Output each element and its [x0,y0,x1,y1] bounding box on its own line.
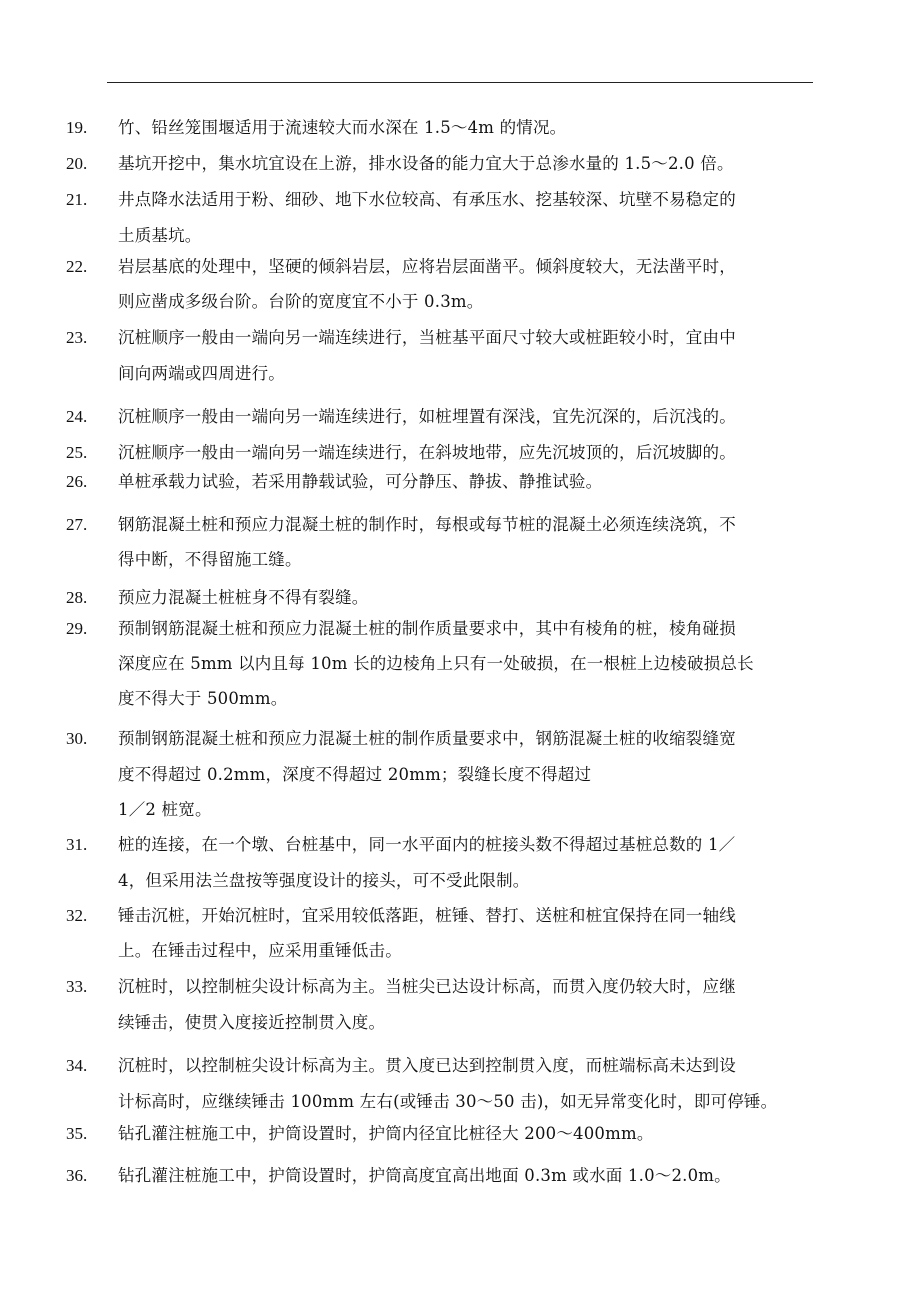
item-text-line: 1／2 桩宽。 [118,800,212,819]
item-text-line: 沉桩时，以控制桩尖设计标高为主。当桩尖已达设计标高，而贯入度仍较大时，应继 [118,977,736,996]
item-number: 22. [66,257,88,276]
item-number: 26. [66,472,88,491]
item-number: 27. [66,515,88,534]
item-number: 20. [66,154,88,173]
item-text-line: 预制钢筋混凝土桩和预应力混凝土桩的制作质量要求中，钢筋混凝土桩的收缩裂缝宽 [118,729,736,748]
item-text-line: 沉桩顺序一般由一端向另一端连续进行，当桩基平面尺寸较大或桩距较小时，宜由中 [118,328,736,347]
item-text-line: 度不得超过 0.2mm，深度不得超过 20mm；裂缝长度不得超过 [118,765,592,784]
item-number: 34. [66,1056,88,1075]
item-text-line: 预应力混凝土桩桩身不得有裂缝。 [118,588,369,607]
item-number: 25. [66,443,88,462]
item-number: 21. [66,190,88,209]
item-number: 29. [66,619,88,638]
item-number: 30. [66,729,88,748]
item-text-line: 计标高时，应继续锤击 100mm 左右(或锤击 30～50 击)，如无异常变化时，即可停锤。 [118,1092,778,1111]
item-text-line: 沉桩时，以控制桩尖设计标高为主。贯入度已达到控制贯入度，而桩端标高未达到设 [118,1056,736,1075]
item-text-line: 钢筋混凝土桩和预应力混凝土桩的制作时，每根或每节桩的混凝土必须连续浇筑，不 [118,515,736,534]
item-text-line: 沉桩顺序一般由一端向另一端连续进行，如桩埋置有深浅，宜先沉深的，后沉浅的。 [118,407,736,426]
item-text-line: 基坑开挖中，集水坑宜设在上游，排水设备的能力宜大于总渗水量的 1.5～2.0 倍。 [118,154,734,173]
item-number: 28. [66,588,88,607]
item-text-line: 钻孔灌注桩施工中，护筒设置时，护筒高度宜高出地面 0.3m 或水面 1.0～2.0m。 [118,1166,731,1185]
item-number: 23. [66,328,88,347]
item-text-line: 桩的连接，在一个墩、台桩基中，同一水平面内的桩接头数不得超过基桩总数的 1／ [118,835,736,854]
item-text-line: 上。在锤击过程中，应采用重锤低击。 [118,941,402,960]
item-number: 24. [66,407,88,426]
item-number: 33. [66,977,88,996]
item-text-line: 竹、铅丝笼围堰适用于流速较大而水深在 1.5～4m 的情况。 [118,118,567,137]
item-text-line: 预制钢筋混凝土桩和预应力混凝土桩的制作质量要求中，其中有棱角的桩，棱角碰损 [118,619,736,638]
header-rule [107,82,813,83]
item-number: 31. [66,835,88,854]
item-text-line: 岩层基底的处理中，坚硬的倾斜岩层，应将岩层面凿平。倾斜度较大，无法凿平时， [118,257,736,276]
item-text-line: 土质基坑。 [118,226,202,245]
item-text-line: 4，但采用法兰盘按等强度设计的接头，可不受此限制。 [118,871,530,890]
item-text-line: 度不得大于 500mm。 [118,689,288,708]
item-text-line: 钻孔灌注桩施工中，护筒设置时，护筒内径宜比桩径大 200～400mm。 [118,1124,654,1143]
item-text-line: 锤击沉桩，开始沉桩时，宜采用较低落距，桩锤、替打、送桩和桩宜保持在同一轴线 [118,906,736,925]
item-text-line: 单桩承载力试验，若采用静载试验，可分静压、静拔、静推试验。 [118,472,603,491]
item-text-line: 则应凿成多级台阶。台阶的宽度宜不小于 0.3m。 [118,292,484,311]
item-text-line: 沉桩顺序一般由一端向另一端连续进行，在斜坡地带，应先沉坡顶的，后沉坡脚的。 [118,443,736,462]
item-number: 19. [66,118,88,137]
item-text-line: 得中断，不得留施工缝。 [118,550,302,569]
item-text-line: 深度应在 5mm 以内且每 10m 长的边棱角上只有一处破损，在一根桩上边棱破损总长 [118,654,754,673]
item-number: 35. [66,1124,88,1143]
item-number: 36. [66,1166,88,1185]
item-text-line: 续锤击，使贯入度接近控制贯入度。 [118,1013,386,1032]
item-text-line: 井点降水法适用于粉、细砂、地下水位较高、有承压水、挖基较深、坑壁不易稳定的 [118,190,736,209]
item-number: 32. [66,906,88,925]
item-text-line: 间向两端或四周进行。 [118,364,285,383]
